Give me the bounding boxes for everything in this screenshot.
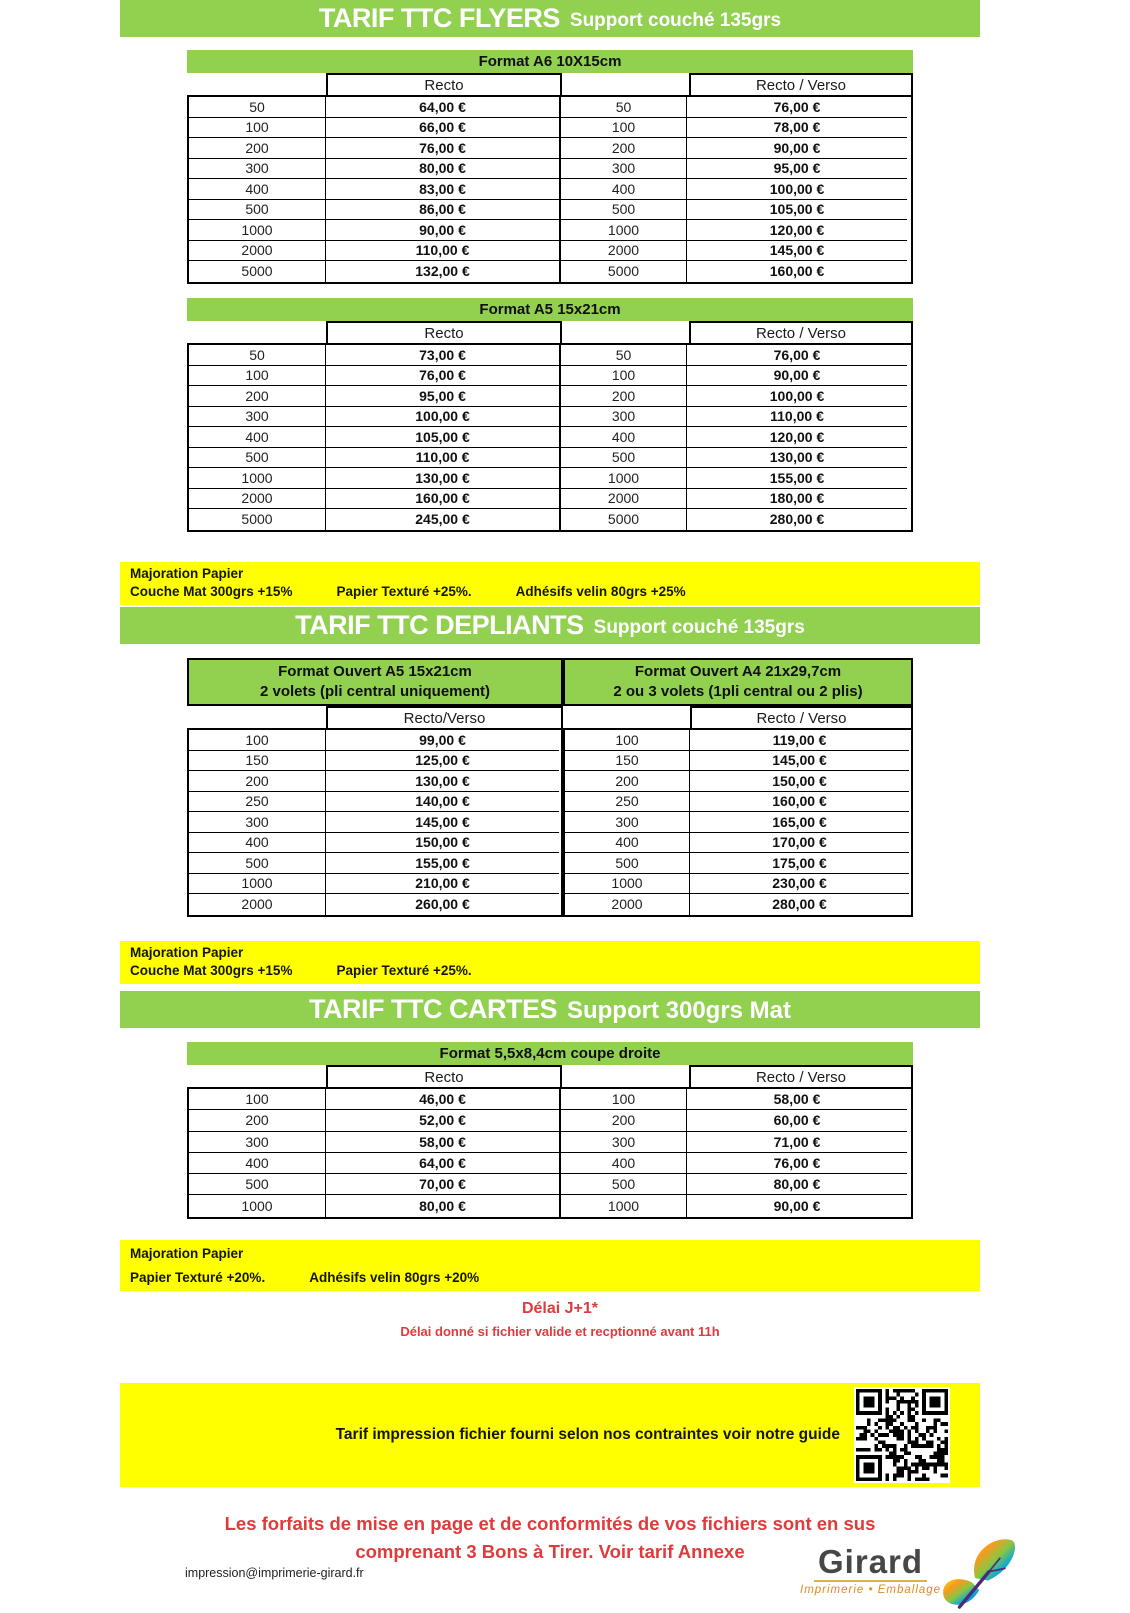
- girard-logo: [800, 1533, 1040, 1613]
- price-cell: 46,00 €: [326, 1089, 561, 1110]
- recto-header: Recto: [326, 321, 562, 343]
- qty-cell: 200: [189, 138, 326, 159]
- qty-cell: 100: [189, 366, 326, 387]
- empty-header-cell: [187, 706, 326, 728]
- qty-cell: 300: [561, 159, 687, 180]
- table-depliants-a5: [187, 658, 563, 917]
- price-cell: 76,00 €: [326, 366, 561, 387]
- empty-header-cell: [562, 321, 689, 343]
- price-cell: 120,00 €: [687, 220, 907, 241]
- footer-red-line1: Les forfaits de mise en page et de conformités de vos fichiers sont en sus: [224, 1513, 876, 1534]
- price-cell: 260,00 €: [415, 896, 470, 913]
- note-majoration-depliants: [120, 941, 980, 984]
- guide-text: Tarif impression fichier fourni selon nos contraintes voir notre guide: [335, 1426, 840, 1443]
- butterfly-icon: [935, 1533, 1021, 1613]
- contact-email: impression@imprimerie-girard.fr: [185, 1566, 364, 1580]
- logo-text-block: [800, 1543, 942, 1596]
- qty-cell: 500: [189, 200, 326, 221]
- qty-cell: 200: [561, 386, 687, 407]
- qty-cell: 5000: [561, 261, 687, 282]
- price-cell: 95,00 €: [687, 159, 907, 180]
- qty-cell: 100: [189, 118, 326, 139]
- table-body: [187, 343, 913, 532]
- qty-cell: 200: [189, 1110, 326, 1131]
- recto-verso-header: Recto / Verso: [689, 73, 913, 95]
- table-format-header: Format A5 15x21cm: [187, 298, 913, 321]
- qty-cell: 300: [189, 407, 326, 428]
- qty-cell: 300: [189, 1132, 326, 1153]
- qty-cell: 1000: [189, 1195, 326, 1216]
- qty-cell: 5000: [189, 509, 326, 530]
- price-cell: 145,00 €: [687, 241, 907, 262]
- price-cell: 60,00 €: [687, 1110, 907, 1131]
- qty-cell: 400: [189, 427, 326, 448]
- qty-cell: 400: [189, 833, 326, 854]
- qty-cell: 200: [189, 771, 326, 792]
- format-line1: Format Ouvert A5 15x21cm: [278, 663, 472, 680]
- price-cell: 71,00 €: [687, 1132, 907, 1153]
- empty-header-cell: [563, 706, 690, 728]
- footer-red-line2: comprenant 3 Bons à Tirer. Voir tarif Annexe: [355, 1541, 745, 1562]
- table-format-header: [563, 658, 913, 706]
- recto-verso-header: Recto/Verso: [326, 706, 563, 728]
- qty-cell: 400: [189, 179, 326, 200]
- qr-code: [854, 1387, 950, 1483]
- price-cell: 130,00 €: [326, 771, 559, 792]
- price-cell: 280,00 €: [769, 511, 825, 528]
- qty-cell: 200: [561, 1110, 687, 1131]
- qty-cell: 500: [561, 448, 687, 469]
- price-cell: 132,00 €: [326, 261, 561, 282]
- qty-cell: 2000: [189, 489, 326, 510]
- qty-cell: 300: [189, 159, 326, 180]
- price-cell: 155,00 €: [326, 853, 559, 874]
- recto-verso-header: Recto / Verso: [689, 1065, 913, 1087]
- qty-cell: 100: [189, 1089, 326, 1110]
- price-cell: 180,00 €: [687, 489, 907, 510]
- qty-cell: 1000: [189, 468, 326, 489]
- table-body: [187, 95, 913, 284]
- price-cell: 150,00 €: [690, 771, 909, 792]
- qty-cell: 500: [189, 448, 326, 469]
- table-column-headers: [187, 73, 913, 95]
- section-title: TARIF TTC DEPLIANTS: [295, 610, 584, 640]
- qty-cell: 250: [565, 792, 690, 813]
- format-line2: 2 volets (pli central uniquement): [259, 683, 491, 700]
- qty-cell: 500: [565, 853, 690, 874]
- qty-cell: 1000: [561, 220, 687, 241]
- qty-cell: 50: [189, 345, 326, 366]
- qty-cell: 1000: [189, 874, 326, 895]
- delai-notice: [120, 1300, 1000, 1339]
- qty-cell: 200: [189, 386, 326, 407]
- section-banner-cartes: [120, 991, 980, 1028]
- price-cell: 140,00 €: [326, 792, 559, 813]
- price-cell: 64,00 €: [326, 1153, 561, 1174]
- price-cell: 165,00 €: [690, 812, 909, 833]
- table-cartes: [187, 1042, 913, 1219]
- price-cell: 210,00 €: [326, 874, 559, 895]
- table-flyers-a5: [187, 298, 913, 532]
- table-flyers-a6: [187, 50, 913, 284]
- note-item: Adhésifs velin 80grs +25%: [515, 584, 686, 599]
- guide-banner: [120, 1383, 980, 1487]
- note-majoration-cartes: [120, 1240, 980, 1291]
- price-cell: 90,00 €: [326, 220, 561, 241]
- table-column-headers: [187, 706, 563, 728]
- qty-cell: 500: [561, 1174, 687, 1195]
- price-cell: 73,00 €: [326, 345, 561, 366]
- qty-cell: 200: [561, 138, 687, 159]
- table-body: [563, 728, 913, 917]
- delai-title: Délai J+1*: [521, 1300, 599, 1317]
- section-subtitle: Support couché 135grs: [569, 9, 782, 31]
- price-cell: 130,00 €: [687, 448, 907, 469]
- price-cell: 76,00 €: [687, 97, 907, 118]
- table-column-headers: [187, 1065, 913, 1087]
- price-cell: 90,00 €: [773, 1198, 821, 1215]
- note-majoration-flyers: [120, 562, 980, 605]
- price-cell: 64,00 €: [326, 97, 561, 118]
- price-cell: 99,00 €: [326, 730, 559, 751]
- qty-cell: 100: [561, 366, 687, 387]
- qty-cell: 2000: [561, 241, 687, 262]
- qty-cell: 500: [189, 853, 326, 874]
- table-format-header: [187, 658, 563, 706]
- price-cell: 130,00 €: [326, 468, 561, 489]
- price-cell: 160,00 €: [769, 263, 825, 280]
- qty-cell: 300: [565, 812, 690, 833]
- qty-cell: 50: [561, 345, 687, 366]
- price-cell: 125,00 €: [326, 751, 559, 772]
- recto-header: Recto: [326, 1065, 562, 1087]
- price-cell: 80,00 €: [326, 1195, 561, 1216]
- table-column-headers: [187, 321, 913, 343]
- price-cell: 120,00 €: [687, 427, 907, 448]
- format-line2: 2 ou 3 volets (1pli central ou 2 plis): [613, 683, 863, 700]
- table-body: [187, 728, 563, 917]
- qty-cell: 2000: [561, 489, 687, 510]
- table-column-headers: [563, 706, 913, 728]
- tables-depliants: [187, 658, 913, 917]
- qty-cell: 100: [565, 730, 690, 751]
- note-title: Majoration Papier: [130, 1246, 244, 1261]
- price-cell: 105,00 €: [326, 427, 561, 448]
- section-banner-depliants: [120, 607, 980, 644]
- qty-cell: 400: [189, 1153, 326, 1174]
- note-item: Couche Mat 300grs +15%: [130, 584, 293, 599]
- qty-cell: 400: [565, 833, 690, 854]
- price-cell: 100,00 €: [326, 407, 561, 428]
- recto-verso-header: Recto / Verso: [689, 321, 913, 343]
- note-item: Papier Texturé +25%.: [336, 584, 472, 599]
- price-cell: 80,00 €: [687, 1174, 907, 1195]
- delai-subtitle: Délai donné si fichier valide et recptionné avant 11h: [400, 1324, 720, 1339]
- qty-cell: 150: [565, 751, 690, 772]
- table-depliants-a4: [563, 658, 913, 917]
- qty-cell: 400: [561, 427, 687, 448]
- note-title: Majoration Papier: [130, 945, 244, 960]
- section-title: TARIF TTC FLYERS: [318, 3, 560, 33]
- qty-cell: 300: [561, 407, 687, 428]
- qty-cell: 500: [189, 1174, 326, 1195]
- price-cell: 230,00 €: [690, 874, 909, 895]
- price-cell: 100,00 €: [687, 386, 907, 407]
- qty-cell: 1000: [189, 220, 326, 241]
- price-cell: 150,00 €: [326, 833, 559, 854]
- price-cell: 90,00 €: [687, 138, 907, 159]
- logo-name: Girard: [814, 1547, 927, 1582]
- table-format-header: Format 5,5x8,4cm coupe droite: [187, 1042, 913, 1065]
- note-item: Papier Texturé +20%.: [130, 1270, 266, 1285]
- price-cell: 110,00 €: [326, 241, 561, 262]
- logo-tagline: Imprimerie • Emballage: [800, 1584, 942, 1596]
- price-cell: 52,00 €: [326, 1110, 561, 1131]
- qty-cell: 1000: [561, 468, 687, 489]
- price-cell: 90,00 €: [687, 366, 907, 387]
- qty-cell: 5000: [561, 509, 687, 530]
- qty-cell: 300: [561, 1132, 687, 1153]
- empty-header-cell: [562, 1065, 689, 1087]
- recto-verso-header: Recto / Verso: [690, 706, 913, 728]
- qty-cell: 1000: [565, 874, 690, 895]
- qty-cell: 250: [189, 792, 326, 813]
- empty-header-cell: [187, 321, 326, 343]
- qty-cell: 100: [561, 1089, 687, 1110]
- section-subtitle: Support couché 135grs: [593, 616, 805, 638]
- price-cell: 100,00 €: [687, 179, 907, 200]
- note-items: [130, 1270, 970, 1285]
- qty-cell: 1000: [561, 1195, 687, 1216]
- recto-header: Recto: [326, 73, 562, 95]
- qty-cell: 5000: [189, 261, 326, 282]
- qty-cell: 400: [561, 1153, 687, 1174]
- qty-cell: 2000: [189, 241, 326, 262]
- price-cell: 160,00 €: [326, 489, 561, 510]
- qty-cell: 100: [561, 118, 687, 139]
- note-item: Adhésifs velin 80grs +20%: [309, 1270, 480, 1285]
- section-subtitle: Support 300grs Mat: [566, 996, 792, 1024]
- price-cell: 170,00 €: [690, 833, 909, 854]
- note-items: [130, 963, 970, 978]
- price-cell: 86,00 €: [326, 200, 561, 221]
- price-cell: 80,00 €: [326, 159, 561, 180]
- price-cell: 160,00 €: [690, 792, 909, 813]
- empty-header-cell: [187, 1065, 326, 1087]
- note-items: [130, 584, 970, 599]
- price-cell: 110,00 €: [687, 407, 907, 428]
- price-cell: 70,00 €: [326, 1174, 561, 1195]
- price-cell: 145,00 €: [690, 751, 909, 772]
- qty-cell: 500: [561, 200, 687, 221]
- price-cell: 76,00 €: [326, 138, 561, 159]
- price-cell: 110,00 €: [326, 448, 561, 469]
- price-cell: 105,00 €: [687, 200, 907, 221]
- price-cell: 280,00 €: [772, 896, 827, 913]
- section-title: TARIF TTC CARTES: [308, 994, 557, 1024]
- empty-header-cell: [562, 73, 689, 95]
- price-cell: 175,00 €: [690, 853, 909, 874]
- price-cell: 119,00 €: [690, 730, 909, 751]
- qty-cell: 300: [189, 812, 326, 833]
- table-format-header: Format A6 10X15cm: [187, 50, 913, 73]
- price-cell: 76,00 €: [687, 1153, 907, 1174]
- price-cell: 245,00 €: [326, 509, 561, 530]
- price-cell: 95,00 €: [326, 386, 561, 407]
- note-title: Majoration Papier: [130, 566, 244, 581]
- price-cell: 83,00 €: [326, 179, 561, 200]
- qty-cell: 200: [565, 771, 690, 792]
- qty-cell: 50: [189, 97, 326, 118]
- qty-cell: 100: [189, 730, 326, 751]
- price-cell: 155,00 €: [687, 468, 907, 489]
- price-cell: 66,00 €: [326, 118, 561, 139]
- price-cell: 58,00 €: [687, 1089, 907, 1110]
- price-cell: 78,00 €: [687, 118, 907, 139]
- price-cell: 145,00 €: [326, 812, 559, 833]
- price-cell: 76,00 €: [687, 345, 907, 366]
- qty-cell: 2000: [565, 894, 690, 915]
- format-line1: Format Ouvert A4 21x29,7cm: [634, 663, 842, 680]
- table-body: [187, 1087, 913, 1219]
- section-banner-flyers: [120, 0, 980, 37]
- empty-header-cell: [187, 73, 326, 95]
- note-item: Couche Mat 300grs +15%: [130, 963, 293, 978]
- qty-cell: 2000: [189, 894, 326, 915]
- qty-cell: 50: [561, 97, 687, 118]
- qty-cell: 150: [189, 751, 326, 772]
- note-item: Papier Texturé +25%.: [336, 963, 472, 978]
- price-cell: 58,00 €: [326, 1132, 561, 1153]
- qty-cell: 400: [561, 179, 687, 200]
